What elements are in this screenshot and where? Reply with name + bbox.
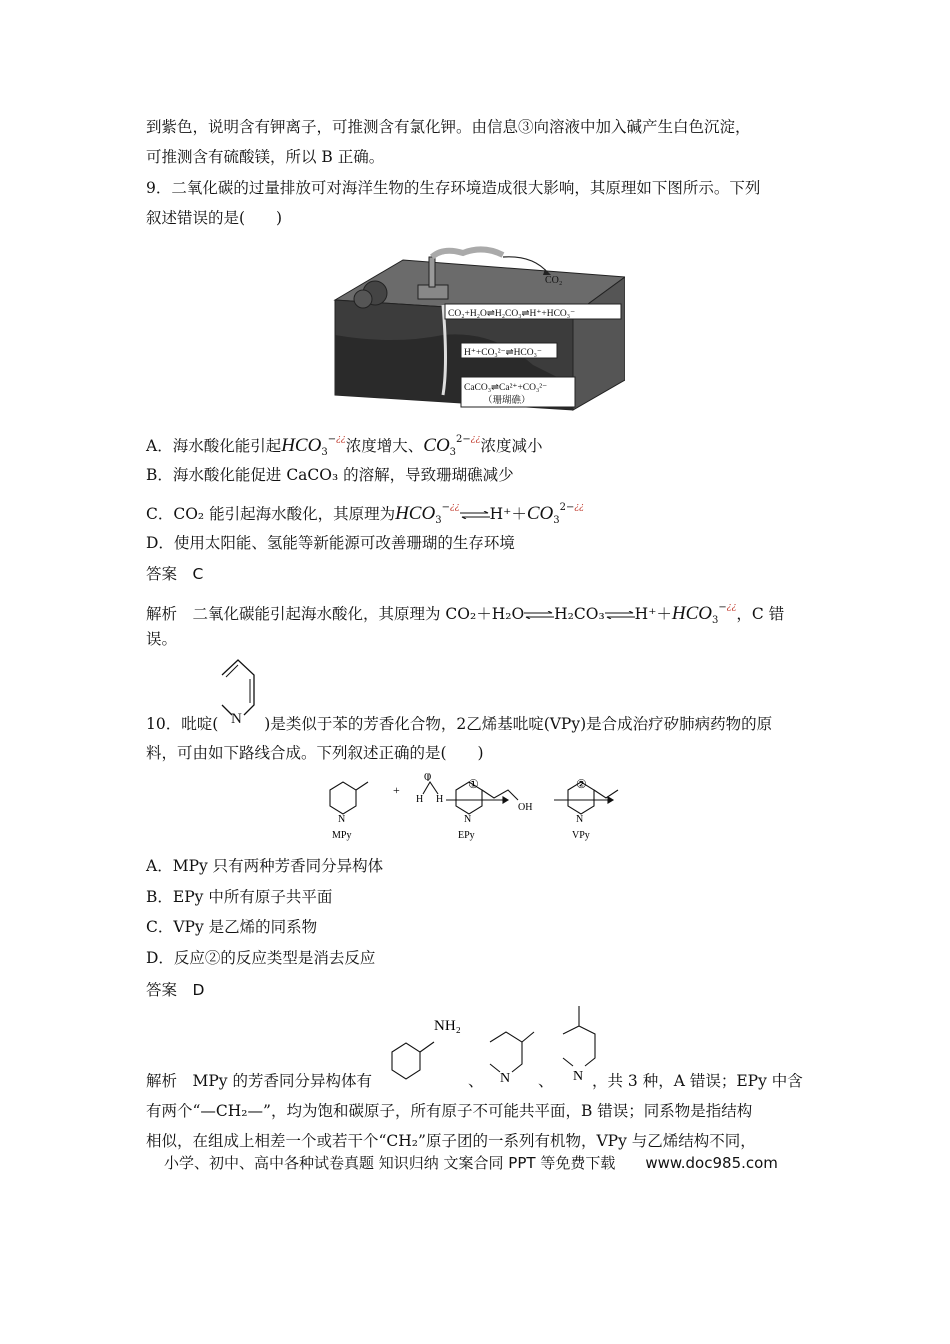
option-9b: B．海水酸化能促进 CaCO₃ 的溶解，导致珊瑚礁减少	[146, 466, 514, 484]
equation-2: H⁺+CO₃²⁻⇌HCO₃⁻	[464, 348, 542, 358]
n-atom-label: N	[500, 1071, 511, 1086]
footer	[164, 1152, 778, 1173]
o-atom-label: O	[424, 772, 432, 783]
question-9-stem-cont: 叙述错误的是( )	[146, 209, 283, 227]
option-10a: A．MPy 只有两种芳香同分异构体	[146, 857, 384, 875]
option-10b: B．EPy 中所有原子共平面	[146, 888, 333, 906]
question-10-stem: 10．吡啶( )是类似于苯的芳香化合物，2乙烯基吡啶(VPy)是合成治疗矽肺病药物的原	[146, 715, 773, 733]
h-atom-label: H	[436, 794, 444, 805]
equation-1: CO₂+H₂O⇌H₂CO₃⇌H⁺+HCO₃⁻	[448, 309, 576, 319]
n-atom-label: N	[231, 711, 242, 727]
separator: 、	[468, 1072, 484, 1090]
epy-label: EPy	[458, 830, 475, 841]
explanation-10-cont2: 相似，在组成上相差一个或若干个“CH₂”原子团的一系列有机物，VPy 与乙烯结构不同，	[146, 1132, 756, 1150]
text-line: 可推测含有硫酸镁，所以 B 正确。	[146, 148, 385, 166]
option-9c: C．CO₂ 能引起海水酸化，其原理为$HCO_3^{-¿¿}$ $H^++CO_3^{2-¿¿}$	[146, 502, 585, 526]
footer-link[interactable]: www.doc985.com	[645, 1154, 778, 1172]
explanation-10: 解析 MPy 的芳香同分异构体有	[146, 1072, 372, 1090]
mpy-label: MPy	[332, 830, 352, 841]
n-atom-label: N	[576, 814, 584, 825]
n-atom-label: N	[464, 814, 472, 825]
explanation-9-cont: 误。	[146, 630, 178, 648]
step-1-label: ①	[468, 777, 479, 791]
question-9-stem: 9．二氧化碳的过量排放可对海洋生物的生存环境造成很大影响，其原理如下图所示。下列	[146, 179, 761, 197]
equilibrium-arrow-icon	[605, 611, 635, 619]
explanation-10-tail: ，共 3 种，A 错误；EPy 中含	[592, 1072, 803, 1090]
vpy-label: VPy	[572, 830, 590, 841]
aniline-structure	[384, 1012, 470, 1087]
pyridine-structure	[214, 655, 264, 730]
equation-3: CaCO₃⇌Ca²⁺+CO₃²⁻	[464, 383, 548, 393]
text-line: 到紫色，说明含有钾离子，可推测含有氯化钾。由信息③向溶液中加入碱产生白色沉淀，	[146, 118, 751, 136]
co2-label: CO₂	[545, 275, 563, 286]
nh2-label: NH₂	[434, 1018, 461, 1034]
h-atom-label: H	[416, 794, 424, 805]
n-atom-label: N	[573, 1069, 584, 1084]
equilibrium-arrow-icon	[460, 511, 490, 519]
step-2-label: ②	[576, 777, 587, 791]
footer-text: 小学、初中、高中各种试卷真题 知识归纳 文案合同 PPT 等免费下载	[164, 1154, 616, 1172]
equilibrium-arrow-icon	[524, 611, 554, 619]
explanation-9: 解析 二氧化碳能引起海水酸化，其原理为 CO₂＋H₂O H₂CO₃ $H^++HCO_3^{-¿¿}$，C 错	[146, 602, 785, 626]
3-methylpyridine-structure	[482, 1012, 542, 1090]
ocean-acidification-figure	[333, 245, 625, 413]
option-10d: D．反应②的反应类型是消去反应	[146, 949, 376, 967]
option-9a: A．海水酸化能引起$HCO_3^{-¿¿}$浓度增大、$CO_3^{2-¿¿}$浓度减小	[146, 434, 543, 458]
plus-sign: +	[393, 783, 400, 797]
reaction-scheme	[318, 772, 638, 844]
option-10c: C．VPy 是乙烯的同系物	[146, 918, 318, 936]
separator: 、	[538, 1072, 554, 1090]
coral-reef-label: （珊瑚礁）	[483, 395, 531, 406]
explanation-10-cont: 有两个“—CH₂—”，均为饱和碳原子，所有原子不可能共平面，B 错误；同系物是指结构	[146, 1102, 753, 1120]
answer-10: 答案 D	[146, 981, 205, 999]
oh-group-label: OH	[518, 802, 533, 813]
n-atom-label: N	[338, 814, 346, 825]
question-10-stem-cont: 料，可由如下路线合成。下列叙述正确的是( )	[146, 744, 484, 762]
answer-9: 答案 C	[146, 565, 204, 583]
option-9d: D．使用太阳能、氢能等新能源可改善珊瑚的生存环境	[146, 534, 515, 552]
